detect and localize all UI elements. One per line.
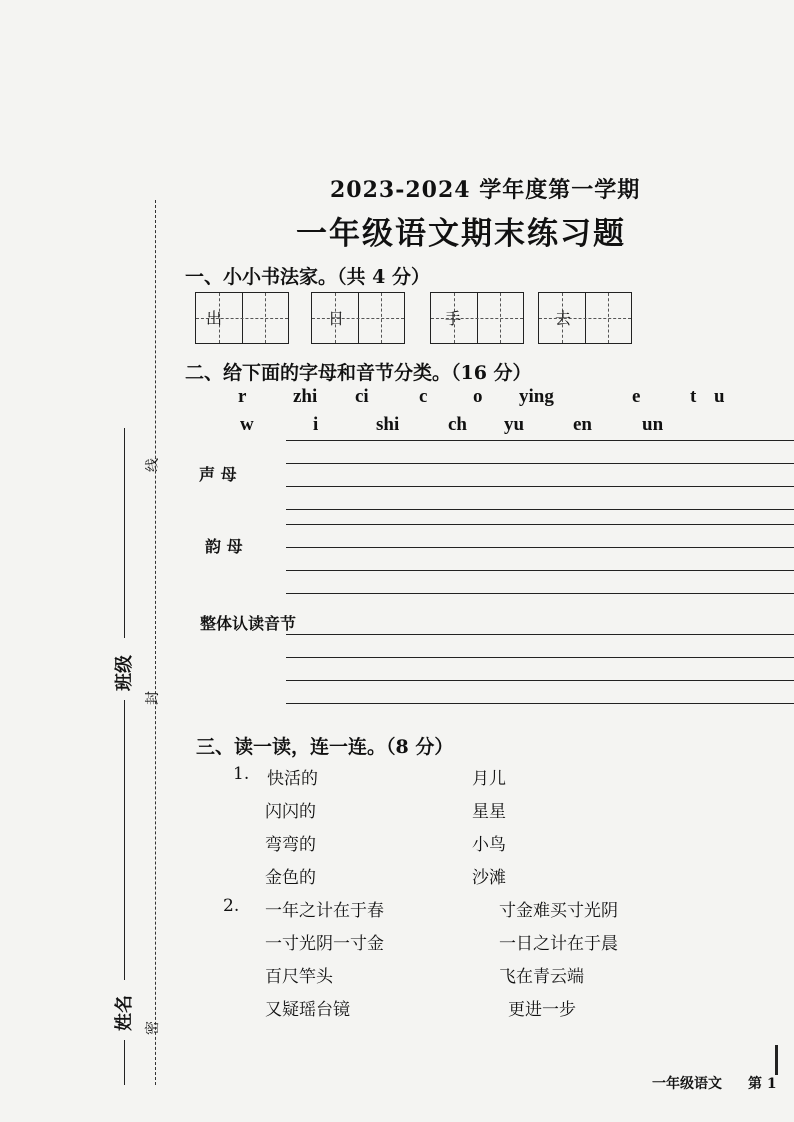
- pinyin-item: u: [714, 386, 725, 407]
- match-left-item[interactable]: 百尺竿头: [265, 967, 333, 987]
- match-left-item[interactable]: 一年之计在于春: [265, 901, 384, 921]
- question-number: 1.: [233, 764, 250, 784]
- match-right-item[interactable]: 小鸟: [472, 835, 506, 855]
- finals-label: 韵 母: [205, 537, 243, 556]
- name-field-line[interactable]: [124, 1040, 125, 1085]
- finals-writing-lines[interactable]: [286, 524, 794, 594]
- seal-line-mark: 线: [145, 458, 161, 472]
- footer-page: 第 1: [748, 1076, 777, 1092]
- pinyin-item: w: [240, 414, 254, 435]
- class-field-line-lower[interactable]: [124, 700, 125, 980]
- pinyin-item: zhi: [293, 386, 318, 407]
- section3-heading: 三、读一读，连一连。（8 分）: [196, 736, 454, 758]
- pinyin-item: ch: [448, 414, 467, 435]
- match-right-item[interactable]: 星星: [472, 802, 506, 822]
- match-left-item[interactable]: 一寸光阴一寸金: [265, 934, 384, 954]
- question-number: 2.: [223, 896, 240, 916]
- name-label: 姓名: [114, 995, 135, 1031]
- tianzige-box-2[interactable]: [311, 292, 405, 344]
- seal-mi-mark: 密: [145, 1021, 161, 1035]
- pinyin-item: ci: [355, 386, 369, 407]
- initials-label: 声 母: [199, 465, 237, 484]
- pinyin-item: t: [690, 386, 697, 407]
- page-edge-mark: [775, 1045, 778, 1075]
- exam-main-title: 一年级语文期末练习题: [296, 216, 626, 252]
- class-field-line[interactable]: [124, 428, 125, 638]
- match-right-item[interactable]: 更进一步: [508, 1000, 576, 1020]
- match-left-item[interactable]: 快活的: [267, 769, 318, 789]
- whole-syllables-label: 整体认读音节: [200, 614, 297, 633]
- initials-writing-lines[interactable]: [286, 440, 794, 510]
- match-left-item[interactable]: 闪闪的: [265, 802, 316, 822]
- match-right-item[interactable]: 一日之计在于晨: [499, 934, 618, 954]
- match-left-item[interactable]: 金色的: [265, 868, 316, 888]
- pinyin-item: en: [573, 414, 592, 435]
- practice-char-4: 去: [555, 309, 572, 328]
- practice-char-2: 日: [328, 309, 345, 328]
- match-right-item[interactable]: 月儿: [472, 769, 506, 789]
- section1-heading: 一、小小书法家。（共 4 分）: [185, 266, 430, 288]
- binding-dashed-line: [155, 200, 156, 1085]
- seal-feng-mark: 封: [145, 691, 161, 705]
- match-right-item[interactable]: 寸金难买寸光阴: [499, 901, 618, 921]
- tianzige-box-1[interactable]: [195, 292, 289, 344]
- pinyin-item: shi: [376, 414, 400, 435]
- match-left-item[interactable]: 又疑瑶台镜: [265, 1000, 350, 1020]
- practice-char-3: 手: [445, 309, 462, 328]
- pinyin-item: o: [473, 386, 483, 407]
- match-right-item[interactable]: 飞在青云端: [499, 967, 584, 987]
- pinyin-item: e: [632, 386, 641, 407]
- match-left-item[interactable]: 弯弯的: [265, 835, 316, 855]
- pinyin-item: r: [238, 386, 247, 407]
- practice-char-1: 出: [206, 309, 223, 328]
- section2-heading: 二、给下面的字母和音节分类。（16 分）: [185, 362, 532, 384]
- tianzige-box-3[interactable]: [430, 292, 524, 344]
- tianzige-box-4[interactable]: [538, 292, 632, 344]
- footer-subject: 一年级语文: [652, 1076, 722, 1092]
- whole-syllables-writing-lines[interactable]: [286, 634, 794, 704]
- pinyin-item: c: [419, 386, 428, 407]
- exam-term-title: 2023-2024 学年度第一学期: [330, 177, 641, 203]
- pinyin-item: i: [313, 414, 319, 435]
- class-label: 班级: [114, 655, 135, 691]
- pinyin-item: un: [642, 414, 664, 435]
- pinyin-item: yu: [504, 414, 525, 435]
- pinyin-item: ying: [519, 386, 554, 407]
- match-right-item[interactable]: 沙滩: [472, 868, 506, 888]
